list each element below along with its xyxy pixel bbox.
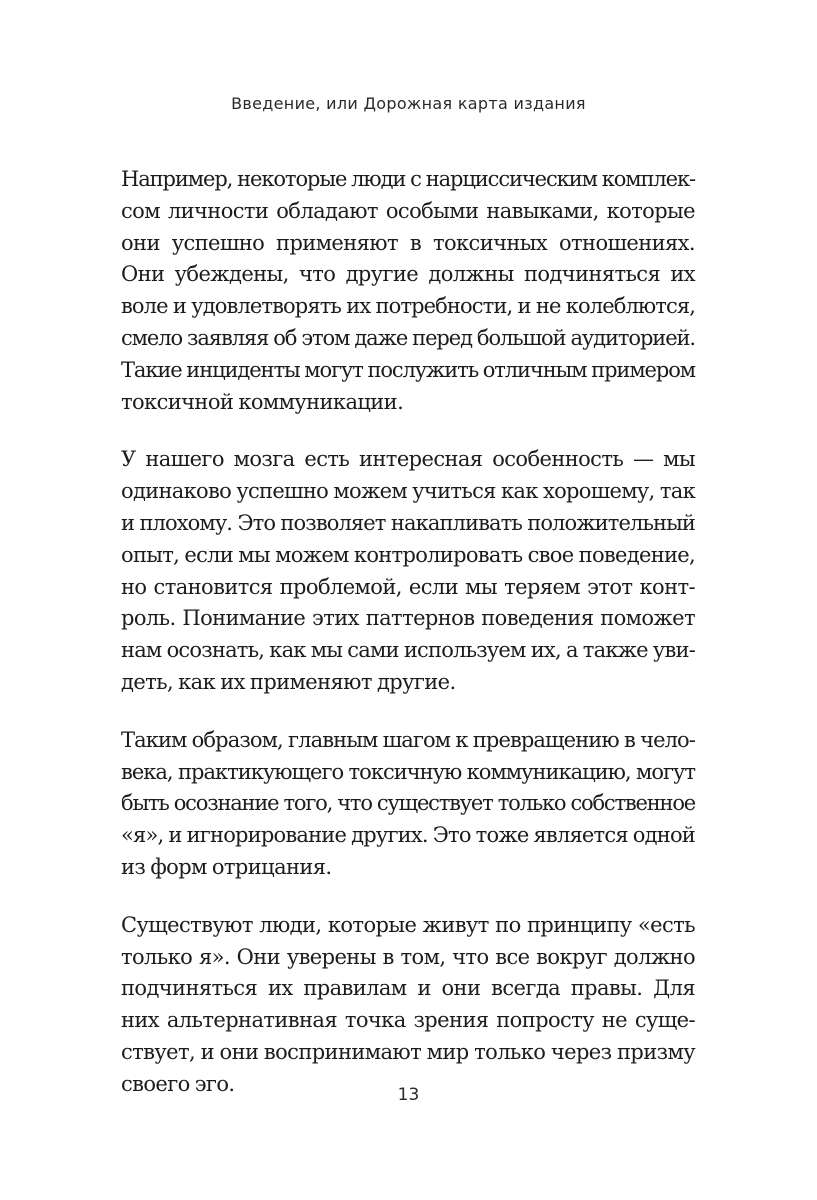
text-line: одинаково успешно можем учиться как хорошему, так <box>121 479 695 504</box>
text-line: подчиняться их правилам и они всегда правы. Для <box>121 976 695 1001</box>
text-line: Такие инциденты могут послужить отличным примером <box>121 357 695 382</box>
paragraph-3 <box>121 725 695 884</box>
text-line: из форм отрицания. <box>121 854 332 879</box>
text-line: Например, некоторые люди с нарциссическим комплек- <box>121 167 695 191</box>
text-line: Существуют люди, которые живут по принципу «есть <box>121 912 695 937</box>
text-line: смело заявляя об этом даже перед большой аудиторией. <box>121 325 695 350</box>
text-line: но становится проблемой, если мы теряем этот конт- <box>121 574 695 599</box>
text-line: Таким образом, главным шагом к превращению в чело- <box>121 727 695 752</box>
text-line: опыт, если мы можем контролировать свое поведение, <box>121 542 695 567</box>
text-line: быть осознание того, что существует только собственное <box>121 791 695 816</box>
text-line: воле и удовлетворять их потребности, и не колеблются, <box>121 294 695 319</box>
text-line: нам осознать, как мы сами используем их, а также уви- <box>121 638 695 663</box>
text-line: и плохому. Это позволяет накапливать положительный <box>121 510 695 535</box>
text-line: они успешно применяют в токсичных отношениях. <box>121 230 695 255</box>
text-line: своего эго. <box>121 1071 235 1096</box>
text-line: сом личности обладают особыми навыками, которые <box>121 198 695 223</box>
page-number: 13 <box>397 1085 420 1105</box>
text-line: деть, как их применяют другие. <box>121 669 456 694</box>
paragraph-2 <box>121 444 695 698</box>
text-line: ствует, и они воспринимают мир только через призму <box>121 1039 695 1064</box>
text-line: века, практикующего токсичную коммуникацию, могут <box>121 759 695 784</box>
text-line: У нашего мозга есть интересная особенность — мы <box>121 447 695 472</box>
body-text <box>121 164 695 1127</box>
paragraph-4 <box>121 910 695 1101</box>
running-head: Введение, или Дорожная карта издания <box>231 94 586 113</box>
text-line: Они убеждены, что другие должны подчиняться их <box>121 262 695 287</box>
text-line: них альтернативная точка зрения попросту не суще- <box>121 1008 695 1033</box>
text-line: «я», и игнорирование других. Это тоже является одной <box>121 823 695 848</box>
text-line: только я». Они уверены в том, что все вокруг должно <box>121 944 695 969</box>
text-line: роль. Понимание этих паттернов поведения поможет <box>121 606 695 631</box>
text-line: токсичной коммуникации. <box>121 389 404 414</box>
paragraph-1 <box>121 164 695 418</box>
